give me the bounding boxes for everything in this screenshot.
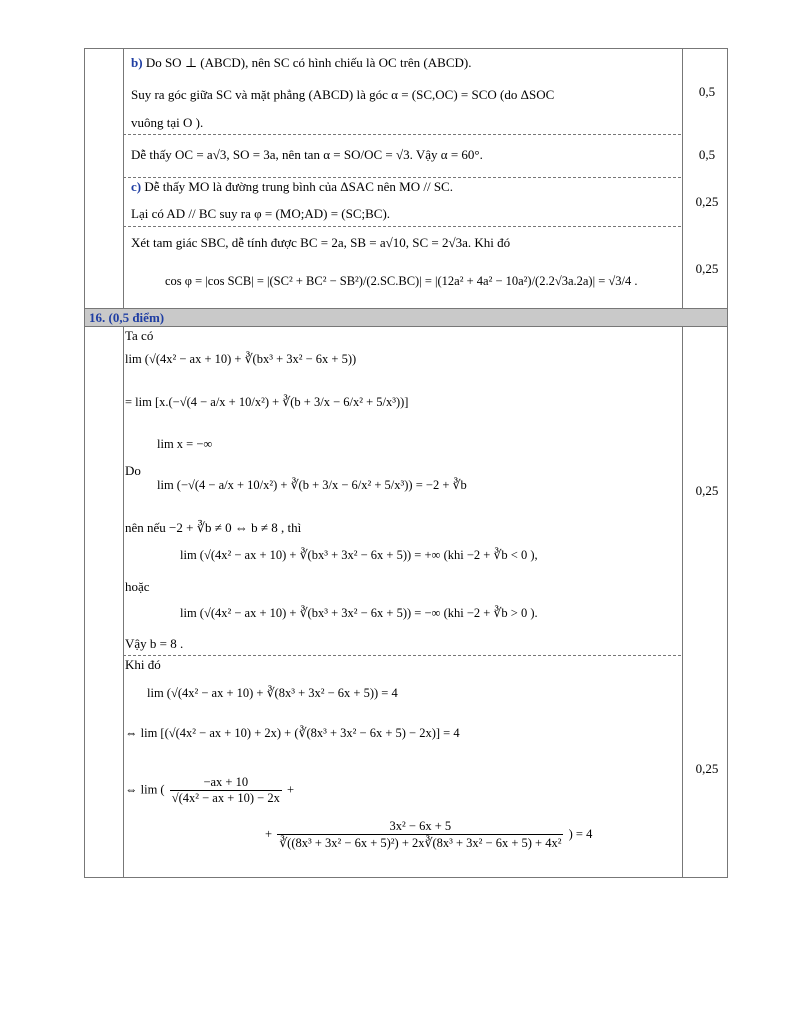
question-16-header: 16. (0,5 điểm) (89, 310, 165, 325)
expr-6: lim (√(4x² − ax + 10) + ∛(bx³ + 3x² − 6x + 5)) = −∞ (khi −2 + ∛b > 0 ). (180, 606, 538, 620)
expr-9: ⇔ lim ( $\frac{-ax + 10}{\text{√(4x² − ax + 10) − 2x}}$ + (125, 775, 295, 805)
expr-5: lim (√(4x² − ax + 10) + ∛(bx³ + 3x² − 6x + 5)) = +∞ (khi −2 + ∛b < 0 ), (180, 548, 538, 562)
score-16a: 0,25 (695, 483, 719, 498)
column-divider-left (123, 49, 124, 877)
column-divider-right (682, 49, 683, 877)
question-16-header-band (85, 308, 727, 327)
expr-10: + $\frac{\text{3x² − 6x + 5}}{\text{∛((8x³ + 3x² − 6x + 5)²) + 2x∛(8x³ + 3x² − 6x + 5) + 4x²}}$ ) = 4 (265, 819, 593, 850)
score-c2: 0,25 (695, 261, 719, 276)
part-c-line1: c) Dễ thấy MO là đường trung bình của ΔSAC nên MO // SC. (131, 179, 453, 194)
khi-do: Khi đó (125, 657, 161, 672)
nen-neu-line: nên nếu −2 + ∛b ≠ 0 ⇔ b ≠ 8 , thì (125, 520, 302, 535)
part-b-line4: Dễ thấy OC = a√3, SO = 3a, nên tan α = SO/OC = √3. Vậy α = 60°. (131, 147, 483, 162)
score-b2: 0,5 (698, 147, 716, 162)
expr-8: ⇔ lim [(√(4x² − ax + 10) + 2x) + (∛(8x³ + 3x² − 6x + 5) − 2x)] = 4 (125, 726, 460, 740)
fraction-2: $\frac{\text{3x² − 6x + 5}}{\text{∛((8x³ + 3x² − 6x + 5)²) + 2x∛(8x³ + 3x² − 6x + 5) + 4x²}}$ (279, 819, 562, 850)
fraction-1: $\frac{-ax + 10}{\text{√(4x² − ax + 10) − 2x}}$ (171, 775, 280, 805)
score-b1: 0,5 (698, 84, 716, 99)
expr-3: lim x = −∞ (157, 437, 213, 451)
row-divider (123, 134, 681, 135)
do-label: Do (125, 463, 141, 478)
score-c1: 0,25 (695, 194, 719, 209)
row-divider (123, 226, 681, 227)
part-c-line3: Xét tam giác SBC, dễ tính được BC = 2a, SB = a√10, SC = 2√3a. Khi đó (131, 235, 511, 250)
part-b-line2: Suy ra góc giữa SC và mặt phẳng (ABCD) là góc α = (SC,OC) = SCO (do ΔSOC (131, 87, 555, 102)
expr-7: lim (√(4x² − ax + 10) + ∛(8x³ + 3x² − 6x + 5)) = 4 (147, 686, 398, 700)
part-c-line2: Lại có AD // BC suy ra φ = (MO;AD) = (SC;BC). (131, 206, 391, 221)
part-b-line3: vuông tại O ). (131, 115, 204, 130)
expr-4: lim (−√(4 − a/x + 10/x²) + ∛(b + 3/x − 6/x² + 5/x³)) = −2 + ∛b (157, 478, 467, 492)
expr-1: lim (√(4x² − ax + 10) + ∛(bx³ + 3x² − 6x + 5)) (125, 352, 357, 366)
answer-table (84, 48, 728, 878)
score-16b: 0,25 (695, 761, 719, 776)
part-b-line1: b) Do SO ⊥ (ABCD), nên SC có hình chiếu là OC trên (ABCD). (131, 55, 472, 70)
expr-2: = lim [x.(−√(4 − a/x + 10/x²) + ∛(b + 3/x − 6/x² + 5/x³))] (125, 395, 409, 409)
hoac-label: hoặc (125, 579, 150, 594)
ta-co: Ta có (125, 328, 154, 343)
row-divider (123, 655, 681, 656)
part-c-line4: cos φ = |cos SCB| = |(SC² + BC² − SB²)/(2.SC.BC)| = |(12a² + 4a² − 10a²)/(2.2√3a.2a)| = √3/4 . (165, 274, 638, 288)
row-divider (123, 177, 681, 178)
vay-line: Vậy b = 8 . (125, 636, 184, 651)
